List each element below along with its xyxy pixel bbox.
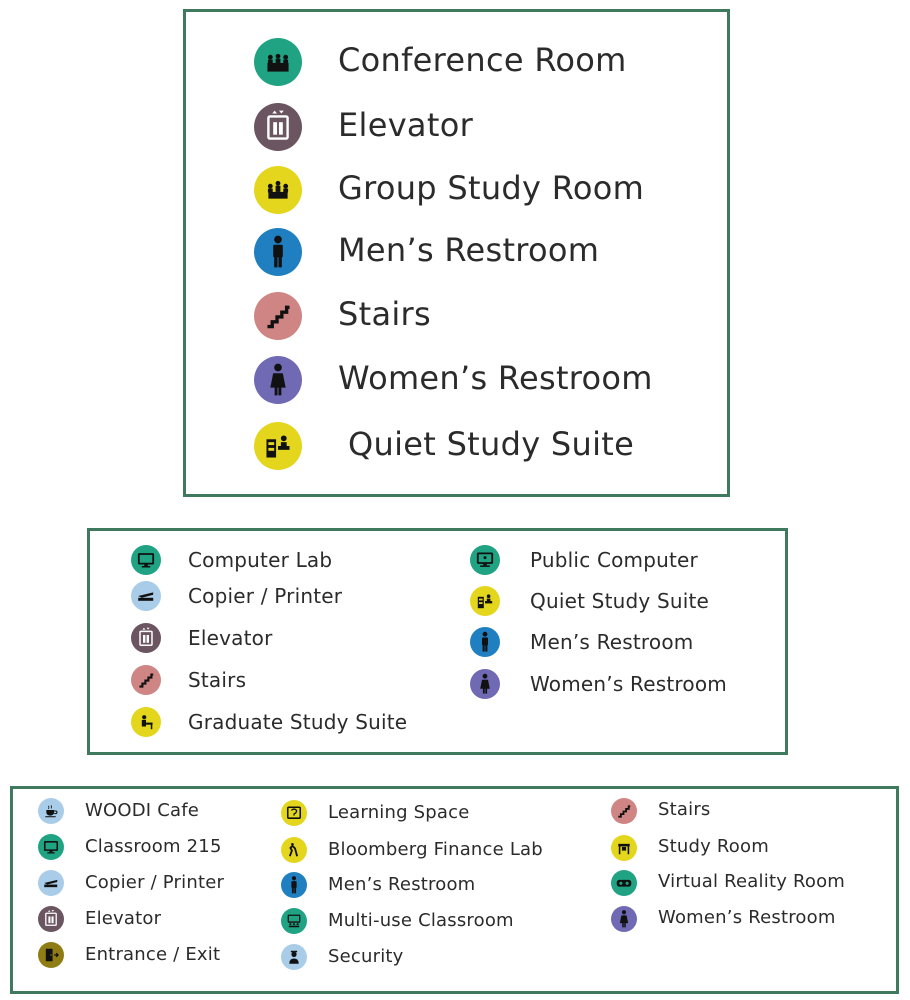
- legend-item-label: Elevator: [338, 106, 474, 144]
- legend-item-label: Men’s Restroom: [530, 630, 694, 654]
- legend-item-label: Group Study Room: [338, 169, 645, 207]
- quiet-study-suite-icon: [254, 422, 302, 470]
- legend-item-label: Stairs: [658, 799, 711, 820]
- mens-restroom-icon: [254, 228, 302, 276]
- classroom-icon: [38, 834, 64, 860]
- legend-small: [10, 786, 899, 994]
- legend-item-label: Stairs: [188, 668, 247, 692]
- womens-restroom-icon: [611, 906, 637, 932]
- elevator-icon: [254, 103, 302, 151]
- legend-item-label: Study Room: [658, 836, 769, 857]
- elevator-icon: [38, 906, 64, 932]
- legend-item-label: Women’s Restroom: [338, 359, 653, 397]
- study-room-icon: [611, 835, 637, 861]
- bloomberg-finance-lab-icon: [281, 837, 307, 863]
- legend-item-label: Elevator: [85, 908, 162, 929]
- mens-restroom-icon: [281, 872, 307, 898]
- legend-item-label: Virtual Reality Room: [658, 871, 846, 892]
- legend-item-label: Learning Space: [328, 802, 470, 823]
- computer-lab-icon: [131, 545, 161, 575]
- legend-item-label: Copier / Printer: [85, 872, 225, 893]
- entrance-exit-icon: [38, 942, 64, 968]
- legend-item-label: Quiet Study Suite: [348, 425, 635, 463]
- conference-room-icon: [254, 38, 302, 86]
- stairs-icon: [131, 665, 161, 695]
- legend-item-label: Classroom 215: [85, 836, 222, 857]
- mens-restroom-icon: [470, 627, 500, 657]
- legend-item-label: Women’s Restroom: [658, 907, 836, 928]
- legend-item-label: Quiet Study Suite: [530, 589, 710, 613]
- cafe-icon: [38, 798, 64, 824]
- legend-item-label: Public Computer: [530, 548, 698, 572]
- group-study-room-icon: [254, 166, 302, 214]
- legend-item-label: Multi-use Classroom: [328, 910, 514, 931]
- legend-item-label: Computer Lab: [188, 548, 333, 572]
- stairs-icon: [611, 798, 637, 824]
- legend-large: [183, 9, 730, 497]
- multi-use-classroom-icon: [281, 908, 307, 934]
- virtual-reality-room-icon: [611, 870, 637, 896]
- legend-item-label: Bloomberg Finance Lab: [328, 839, 543, 860]
- security-icon: [281, 944, 307, 970]
- stairs-icon: [254, 292, 302, 340]
- legend-item-label: Conference Room: [338, 41, 627, 79]
- legend-medium: [87, 528, 788, 755]
- legend-item-label: Elevator: [188, 626, 273, 650]
- quiet-study-suite-icon: [470, 586, 500, 616]
- legend-item-label: Men’s Restroom: [328, 874, 476, 895]
- copier-printer-icon: [38, 870, 64, 896]
- legend-item-label: Copier / Printer: [188, 584, 343, 608]
- legend-item-label: Men’s Restroom: [338, 231, 600, 269]
- legend-item-label: Stairs: [338, 295, 431, 333]
- legend-item-label: WOODI Cafe: [85, 800, 200, 821]
- public-computer-icon: [470, 545, 500, 575]
- womens-restroom-icon: [470, 669, 500, 699]
- womens-restroom-icon: [254, 356, 302, 404]
- legend-item-label: Graduate Study Suite: [188, 710, 408, 734]
- elevator-icon: [131, 623, 161, 653]
- graduate-study-suite-icon: [131, 707, 161, 737]
- legend-item-label: Security: [328, 946, 404, 967]
- legend-item-label: Entrance / Exit: [85, 944, 221, 965]
- copier-printer-icon: [131, 581, 161, 611]
- learning-space-icon: [281, 800, 307, 826]
- legend-item-label: Women’s Restroom: [530, 672, 727, 696]
